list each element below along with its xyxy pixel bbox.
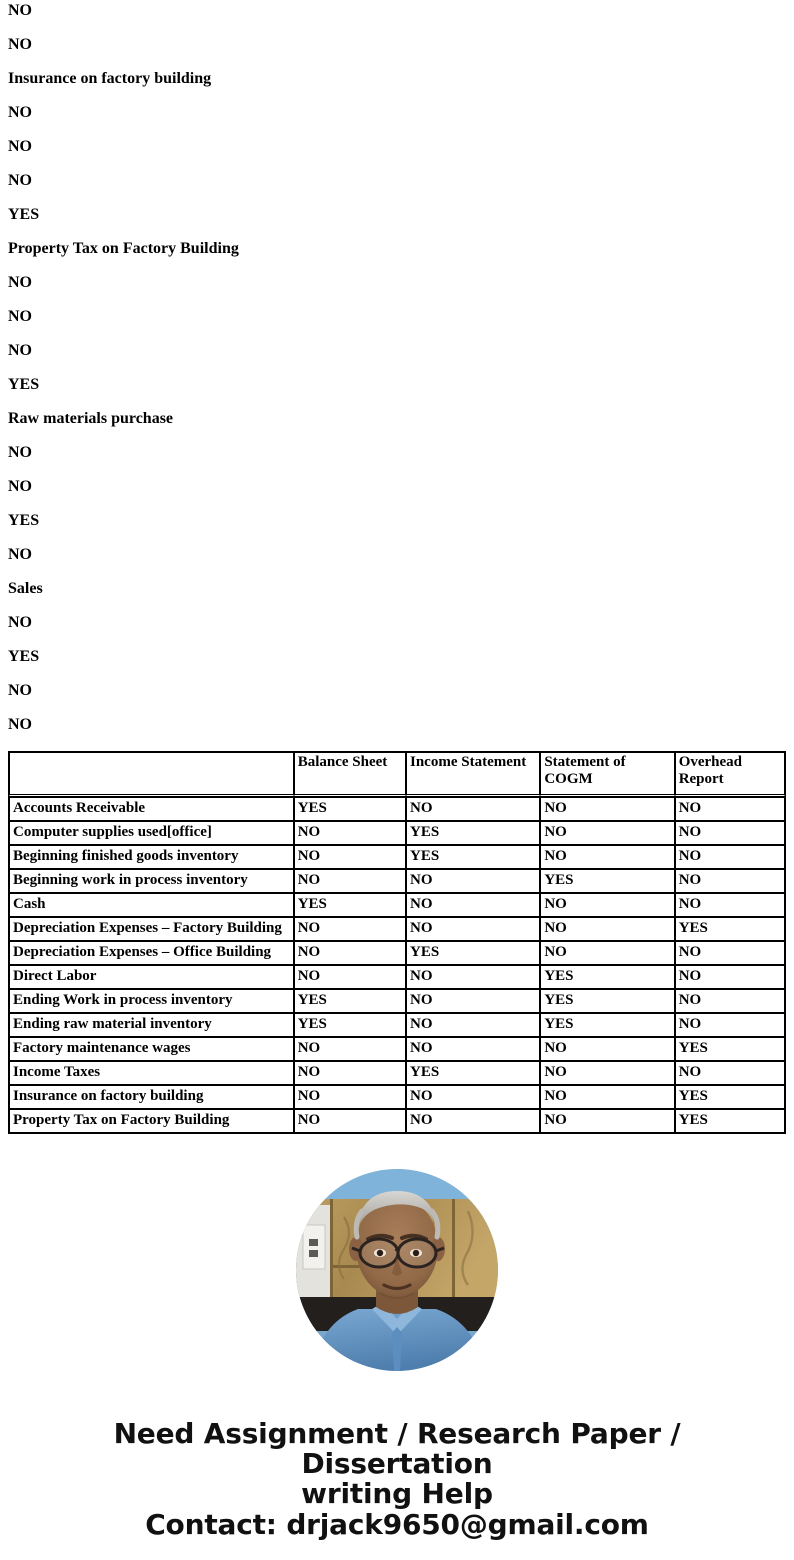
table-body bbox=[9, 797, 785, 1133]
promo-contact: Contact: drjack9650@gmail.com bbox=[145, 1508, 649, 1541]
row-label: Accounts Receivable bbox=[9, 797, 294, 821]
answer-line: Property Tax on Factory Building bbox=[8, 240, 239, 257]
cell-income-statement: NO bbox=[406, 965, 540, 989]
row-label: Depreciation Expenses – Factory Building bbox=[9, 917, 294, 941]
answer-line: NO bbox=[8, 682, 32, 699]
cell-overhead-report: NO bbox=[675, 893, 785, 917]
answer-line: NO bbox=[8, 614, 32, 631]
classification-table bbox=[8, 751, 786, 1134]
answer-line: YES bbox=[8, 648, 40, 665]
row-label: Ending Work in process inventory bbox=[9, 989, 294, 1013]
cell-balance-sheet: YES bbox=[294, 893, 406, 917]
cell-statement-of-cogm: NO bbox=[540, 1109, 674, 1133]
promo-headline-second-line: writing Help bbox=[301, 1477, 493, 1510]
table-header-row bbox=[9, 752, 785, 797]
cell-balance-sheet: NO bbox=[294, 845, 406, 869]
cell-overhead-report: NO bbox=[675, 845, 785, 869]
cell-overhead-report: NO bbox=[675, 797, 785, 821]
cell-statement-of-cogm: NO bbox=[540, 821, 674, 845]
cell-balance-sheet: NO bbox=[294, 1037, 406, 1061]
cell-income-statement: NO bbox=[406, 893, 540, 917]
table-row bbox=[9, 821, 785, 845]
answer-line: Insurance on factory building bbox=[8, 70, 212, 87]
column-header-item bbox=[9, 752, 294, 797]
answer-line: NO bbox=[8, 36, 32, 53]
answer-line: NO bbox=[8, 172, 32, 189]
row-label: Income Taxes bbox=[9, 1061, 294, 1085]
cell-overhead-report: NO bbox=[675, 989, 785, 1013]
cell-income-statement: NO bbox=[406, 989, 540, 1013]
answer-line: YES bbox=[8, 512, 40, 529]
answer-line: NO bbox=[8, 138, 32, 155]
row-label: Property Tax on Factory Building bbox=[9, 1109, 294, 1133]
cell-overhead-report: YES bbox=[675, 1037, 785, 1061]
cell-income-statement: NO bbox=[406, 1037, 540, 1061]
column-header-balance-sheet: Balance Sheet bbox=[294, 752, 406, 797]
table-row bbox=[9, 1061, 785, 1085]
cell-income-statement: NO bbox=[406, 797, 540, 821]
cell-statement-of-cogm: NO bbox=[540, 1061, 674, 1085]
row-label: Beginning finished goods inventory bbox=[9, 845, 294, 869]
cell-overhead-report: NO bbox=[675, 1013, 785, 1037]
row-label: Beginning work in process inventory bbox=[9, 869, 294, 893]
table-row bbox=[9, 989, 785, 1013]
row-label: Cash bbox=[9, 893, 294, 917]
cell-statement-of-cogm: YES bbox=[540, 965, 674, 989]
cell-income-statement: YES bbox=[406, 821, 540, 845]
cell-balance-sheet: YES bbox=[294, 989, 406, 1013]
cell-balance-sheet: NO bbox=[294, 821, 406, 845]
cell-balance-sheet: NO bbox=[294, 1109, 406, 1133]
promo-footer bbox=[0, 1419, 794, 1560]
cell-income-statement: NO bbox=[406, 869, 540, 893]
cell-statement-of-cogm: NO bbox=[540, 917, 674, 941]
table-header bbox=[9, 752, 785, 797]
answer-line: NO bbox=[8, 546, 32, 563]
cell-overhead-report: NO bbox=[675, 821, 785, 845]
answer-line: NO bbox=[8, 274, 32, 291]
column-header-overhead-report: Overhead Report bbox=[675, 752, 785, 797]
cell-overhead-report: NO bbox=[675, 1061, 785, 1085]
answer-list bbox=[0, 0, 794, 734]
answer-line: NO bbox=[8, 716, 32, 733]
table-row bbox=[9, 797, 785, 821]
table-row bbox=[9, 1013, 785, 1037]
row-label: Direct Labor bbox=[9, 965, 294, 989]
cell-statement-of-cogm: NO bbox=[540, 1085, 674, 1109]
answer-line: NO bbox=[8, 478, 32, 495]
cell-overhead-report: NO bbox=[675, 869, 785, 893]
answer-line: NO bbox=[8, 342, 32, 359]
row-label: Computer supplies used[office] bbox=[9, 821, 294, 845]
portrait-photo bbox=[296, 1169, 498, 1371]
table-row bbox=[9, 869, 785, 893]
cell-balance-sheet: YES bbox=[294, 797, 406, 821]
cell-overhead-report: YES bbox=[675, 1085, 785, 1109]
portrait-section bbox=[0, 1169, 794, 1371]
column-header-income-statement: Income Statement bbox=[406, 752, 540, 797]
answer-line: NO bbox=[8, 104, 32, 121]
cell-overhead-report: NO bbox=[675, 941, 785, 965]
answer-line: Raw materials purchase bbox=[8, 410, 174, 427]
row-label: Ending raw material inventory bbox=[9, 1013, 294, 1037]
cell-statement-of-cogm: NO bbox=[540, 893, 674, 917]
cell-income-statement: NO bbox=[406, 1109, 540, 1133]
cell-balance-sheet: NO bbox=[294, 1085, 406, 1109]
cell-income-statement: NO bbox=[406, 1085, 540, 1109]
cell-income-statement: YES bbox=[406, 941, 540, 965]
table-row bbox=[9, 941, 785, 965]
table-row bbox=[9, 917, 785, 941]
cell-balance-sheet: NO bbox=[294, 869, 406, 893]
cell-balance-sheet: NO bbox=[294, 1061, 406, 1085]
promo-headline: Need Assignment / Research Paper / Dissertation bbox=[113, 1417, 681, 1480]
answer-line: YES bbox=[8, 206, 40, 223]
cell-overhead-report: NO bbox=[675, 965, 785, 989]
table-row bbox=[9, 965, 785, 989]
cell-income-statement: YES bbox=[406, 1061, 540, 1085]
cell-statement-of-cogm: YES bbox=[540, 869, 674, 893]
answer-line: NO bbox=[8, 308, 32, 325]
table-row bbox=[9, 1037, 785, 1061]
answer-line: NO bbox=[8, 2, 32, 19]
cell-statement-of-cogm: NO bbox=[540, 1037, 674, 1061]
cell-income-statement: YES bbox=[406, 845, 540, 869]
cell-statement-of-cogm: YES bbox=[540, 989, 674, 1013]
row-label: Depreciation Expenses – Office Building bbox=[9, 941, 294, 965]
cell-balance-sheet: NO bbox=[294, 917, 406, 941]
cell-overhead-report: YES bbox=[675, 917, 785, 941]
cell-statement-of-cogm: YES bbox=[540, 1013, 674, 1037]
cell-balance-sheet: YES bbox=[294, 1013, 406, 1037]
answer-line: NO bbox=[8, 444, 32, 461]
cell-overhead-report: YES bbox=[675, 1109, 785, 1133]
table-row bbox=[9, 893, 785, 917]
table-row bbox=[9, 845, 785, 869]
cell-income-statement: NO bbox=[406, 917, 540, 941]
table-row bbox=[9, 1085, 785, 1109]
cell-statement-of-cogm: NO bbox=[540, 845, 674, 869]
avatar bbox=[296, 1169, 498, 1371]
cell-balance-sheet: NO bbox=[294, 965, 406, 989]
cell-balance-sheet: NO bbox=[294, 941, 406, 965]
cell-statement-of-cogm: NO bbox=[540, 797, 674, 821]
cell-statement-of-cogm: NO bbox=[540, 941, 674, 965]
table-row bbox=[9, 1109, 785, 1133]
row-label: Insurance on factory building bbox=[9, 1085, 294, 1109]
answer-line: YES bbox=[8, 376, 40, 393]
classification-table-container bbox=[0, 751, 794, 1134]
column-header-statement-of-cogm: Statement of COGM bbox=[540, 752, 674, 797]
row-label: Factory maintenance wages bbox=[9, 1037, 294, 1061]
answer-line: Sales bbox=[8, 580, 43, 597]
cell-income-statement: NO bbox=[406, 1013, 540, 1037]
